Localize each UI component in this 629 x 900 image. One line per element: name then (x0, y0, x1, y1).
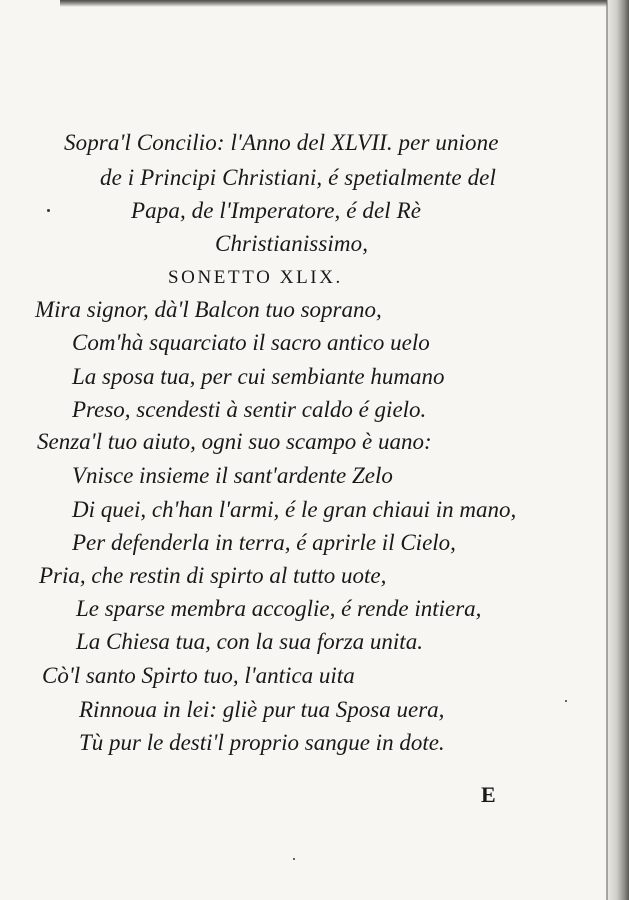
verse-line: Tù pur le desti'l proprio sangue in dote. (79, 730, 445, 755)
ink-speck (47, 209, 50, 212)
heading-line-2: de i Principi Christiani, é spetialmente del (100, 165, 496, 190)
verse-line: Le sparse membra accoglie, é rende intiera, (76, 596, 482, 621)
verse-line: Per defenderla in terra, é aprirle il Cielo, (72, 530, 456, 555)
heading-line-1: Sopra'l Concilio: l'Anno del XLVII. per unione (64, 130, 499, 155)
verse-line: Di quei, ch'han l'armi, é le gran chiaui in mano, (72, 497, 517, 522)
verse-line: Rinnoua in lei: gliè pur tua Sposa uera, (79, 697, 445, 722)
verse-line: Pria, che restin di spirto al tutto uote, (39, 563, 387, 588)
verse-line: Cò'l santo Spirto tuo, l'antica uita (42, 663, 355, 688)
verse-line: La sposa tua, per cui sembiante humano (72, 364, 445, 389)
verse-line: Preso, scendesti à sentir caldo é gielo. (72, 397, 427, 422)
verse-line: Senza'l tuo aiuto, ogni suo scampo è uano: (37, 429, 432, 454)
ink-speck (565, 700, 567, 702)
verse-line: Mira signor, dà'l Balcon tuo soprano, (35, 297, 382, 322)
heading-line-3: Papa, de l'Imperatore, é del Rè (131, 198, 422, 223)
verse-line: Com'hà squarciato il sacro antico uelo (72, 330, 430, 355)
page-fold-line (606, 0, 608, 900)
signature-mark: E (481, 782, 496, 807)
book-binding-edge (607, 0, 629, 900)
ink-speck (293, 858, 295, 860)
heading-line-4: Christianissimo, (215, 231, 369, 256)
sonnet-title: SONETTO XLIX. (168, 267, 343, 288)
verse-line: Vnisce insieme il sant'ardente Zelo (72, 463, 393, 488)
page-top-edge-shadow (60, 0, 620, 7)
verse-line: La Chiesa tua, con la sua forza unita. (76, 629, 423, 654)
